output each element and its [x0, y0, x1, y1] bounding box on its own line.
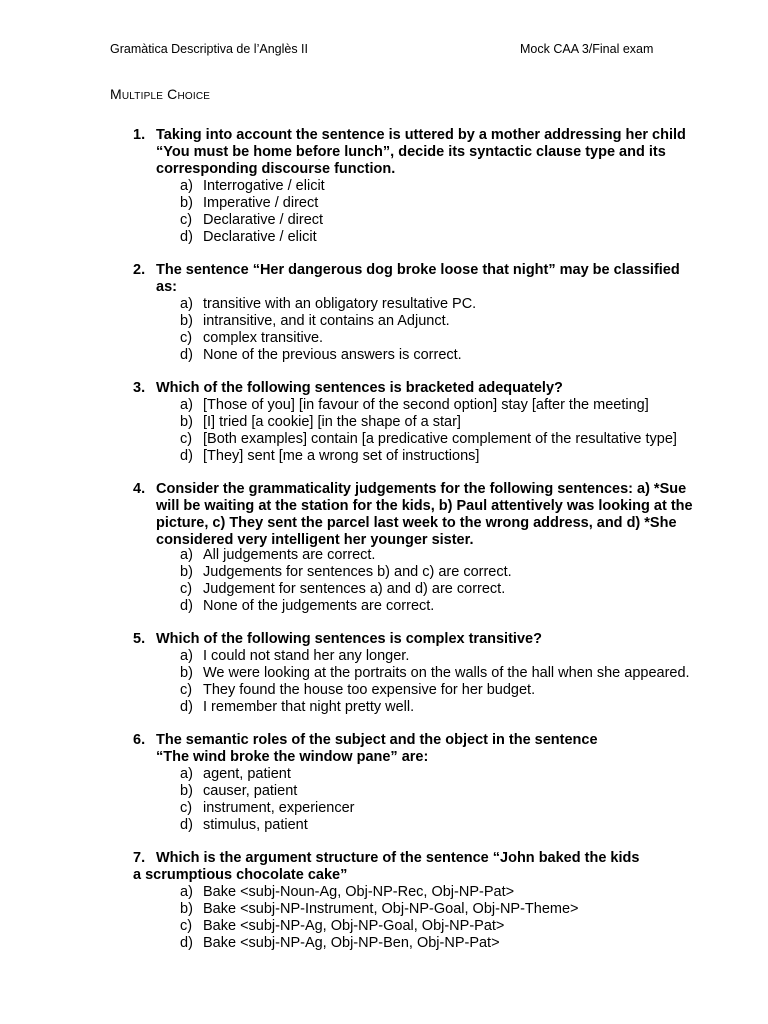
- option-text: Bake <subj-NP-Instrument, Obj-NP-Goal, Obj-NP-Theme>: [203, 901, 579, 917]
- option-letter: a): [180, 884, 193, 900]
- option-letter: d): [180, 699, 193, 715]
- stem-line: Which of the following sentences is complex transitive?: [156, 631, 542, 647]
- option-letter: b): [180, 901, 193, 917]
- option-letter: c): [180, 330, 193, 346]
- stem-line: Which is the argument structure of the sentence “John baked the kids: [156, 850, 640, 866]
- option-text: Declarative / elicit: [203, 229, 317, 245]
- option-letter: b): [180, 414, 193, 430]
- option-text: Interrogative / elicit: [203, 178, 325, 194]
- option-text: They found the house too expensive for her budget.: [203, 682, 536, 698]
- option-letter: c): [180, 918, 193, 934]
- option-letter: d): [180, 229, 193, 245]
- question-stem: [156, 631, 736, 648]
- option-text: Bake <subj-NP-Ag, Obj-NP-Ben, Obj-NP-Pat>: [203, 935, 500, 951]
- stem-line: Which of the following sentences is bracketed adequately?: [156, 380, 563, 396]
- stem-line: Consider the grammaticality judgements for the following sentences: a) *Sue: [156, 481, 687, 497]
- page-header-exam: Mock CAA 3/Final exam: [520, 42, 654, 56]
- option-letter: c): [180, 800, 193, 816]
- question-number: 1.: [133, 127, 146, 143]
- option-letter: d): [180, 817, 193, 833]
- option-text: complex transitive.: [203, 330, 324, 346]
- question-stem: [133, 850, 736, 884]
- stem-line: The sentence “Her dangerous dog broke loose that night” may be classified: [156, 262, 680, 278]
- option-text: I could not stand her any longer.: [203, 648, 410, 664]
- stem-line: will be waiting at the station for the kids, b) Paul attentively was looking at the: [156, 498, 693, 514]
- stem-line: “You must be home before lunch”, decide its syntactic clause type and its: [156, 144, 666, 160]
- option-letter: a): [180, 296, 193, 312]
- option-text: instrument, experiencer: [203, 800, 355, 816]
- option-text: None of the judgements are correct.: [203, 598, 435, 614]
- question-stem: [156, 481, 736, 549]
- question-number: 4.: [133, 481, 146, 497]
- option-letter: c): [180, 212, 193, 228]
- option-text: [I] tried [a cookie] [in the shape of a star]: [203, 414, 461, 430]
- question-stem: [156, 127, 736, 178]
- option-letter: a): [180, 547, 193, 563]
- stem-line: considered very intelligent her younger sister.: [156, 532, 474, 548]
- question-stem: [156, 262, 736, 296]
- question-stem: [156, 732, 736, 766]
- option-letter: a): [180, 397, 193, 413]
- question-number: 7.: [133, 850, 146, 866]
- question-number: 3.: [133, 380, 146, 396]
- section-title: Multiple Choice: [110, 86, 211, 102]
- option-text: stimulus, patient: [203, 817, 308, 833]
- option-letter: b): [180, 195, 193, 211]
- option-letter: c): [180, 682, 193, 698]
- option-text: Judgement for sentences a) and d) are correct.: [203, 581, 506, 597]
- option-text: Imperative / direct: [203, 195, 319, 211]
- question-number: 5.: [133, 631, 146, 647]
- option-letter: b): [180, 564, 193, 580]
- option-text: Judgements for sentences b) and c) are correct.: [203, 564, 512, 580]
- option-letter: d): [180, 598, 193, 614]
- question-stem: [156, 380, 736, 397]
- option-text: I remember that night pretty well.: [203, 699, 415, 715]
- stem-line: Taking into account the sentence is uttered by a mother addressing her child: [156, 127, 686, 143]
- option-letter: d): [180, 448, 193, 464]
- option-text: All judgements are correct.: [203, 547, 376, 563]
- option-letter: a): [180, 648, 193, 664]
- option-text: None of the previous answers is correct.: [203, 347, 462, 363]
- stem-line: picture, c) They sent the parcel last week to the wrong address, and d) *She: [156, 515, 677, 531]
- stem-line: corresponding discourse function.: [156, 161, 396, 177]
- option-text: Declarative / direct: [203, 212, 324, 228]
- stem-line: “The wind broke the window pane” are:: [156, 749, 429, 765]
- option-letter: d): [180, 347, 193, 363]
- option-letter: c): [180, 581, 193, 597]
- option-text: [Both examples] contain [a predicative complement of the resultative type]: [203, 431, 677, 447]
- page-header-course: Gramàtica Descriptiva de l’Anglès II: [110, 42, 308, 56]
- option-text: [They] sent [me a wrong set of instructions]: [203, 448, 480, 464]
- stem-line: as:: [156, 279, 177, 295]
- option-letter: d): [180, 935, 193, 951]
- option-letter: b): [180, 313, 193, 329]
- option-text: intransitive, and it contains an Adjunct.: [203, 313, 450, 329]
- option-letter: b): [180, 783, 193, 799]
- option-text: Bake <subj-Noun-Ag, Obj-NP-Rec, Obj-NP-Pat>: [203, 884, 515, 900]
- option-text: We were looking at the portraits on the walls of the hall when she appeared.: [203, 665, 690, 681]
- option-letter: a): [180, 766, 193, 782]
- option-text: [Those of you] [in favour of the second option] stay [after the meeting]: [203, 397, 649, 413]
- option-text: causer, patient: [203, 783, 298, 799]
- question-number: 2.: [133, 262, 146, 278]
- option-letter: c): [180, 431, 193, 447]
- option-letter: a): [180, 178, 193, 194]
- stem-line: The semantic roles of the subject and the object in the sentence: [156, 732, 598, 748]
- question-number: 6.: [133, 732, 146, 748]
- option-text: Bake <subj-NP-Ag, Obj-NP-Goal, Obj-NP-Pat>: [203, 918, 505, 934]
- option-text: transitive with an obligatory resultative PC.: [203, 296, 477, 312]
- stem-line: a scrumptious chocolate cake”: [133, 867, 348, 883]
- option-letter: b): [180, 665, 193, 681]
- option-text: agent, patient: [203, 766, 291, 782]
